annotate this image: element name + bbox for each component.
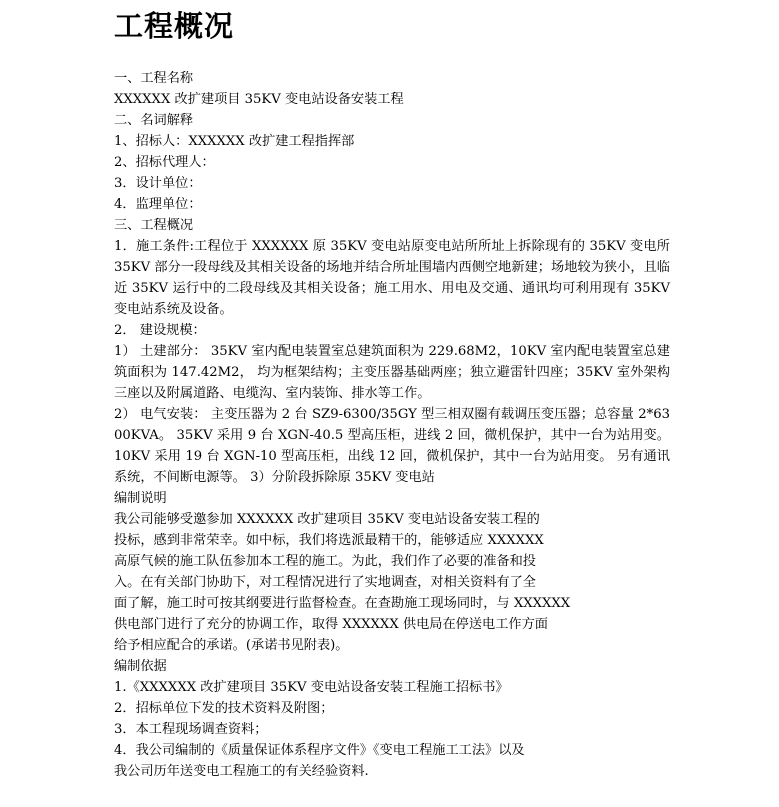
electrical-installation-paragraph: 2） 电气安装： 主变压器为 2 台 SZ9-6300/35GY 型三相双圈有载调压变压器；总容量 2*6300KVA。 35KV 采用 9 台 XGN-40.5 型高压柜，进线 2 回，微机保护，其中一台为站用变。 10KV 采用 19 台 XGN-10 型高压柜，出线 12 回，微机保护，其中一台为站用变。 另有通讯系统，不间断电源等。 3）分阶段拆除原 35KV 变电站 <box>114 407 670 485</box>
term-item: 3．设计单位： <box>114 176 202 191</box>
preparation-notes-line: 面了解，施工时可按其纲要进行监督检查。在查勘施工现场同时，与 XXXXXX <box>114 596 571 611</box>
section-heading-overview: 三、工程概况 <box>114 218 194 233</box>
preparation-notes-line: 投标，感到非常荣幸。如中标，我们将选派最精干的，能够适应 XXXXXX <box>114 533 544 548</box>
basis-item: 2．招标单位下发的技术资料及附图； <box>114 701 334 716</box>
basis-item: 3．本工程现场调查资料； <box>114 722 268 737</box>
preparation-notes-line: 我公司能够受邀参加 XXXXXX 改扩建项目 35KV 变电站设备安装工程的 <box>114 512 540 527</box>
construction-conditions-paragraph: 1．施工条件:工程位于 XXXXXX 原 35KV 变电站原变电站所所址上拆除现有的 35KV 变电所 35KV 部分一段母线及其相关设备的场地并结合所址围墙内西侧空地新建；场地较为狭小，且临近 35KV 运行中的二段母线及其相关设备；施工用水、用电及交通、通讯均可利用现有 35KV 变电站系统及设备。 <box>114 239 670 317</box>
page-title: 工程概况 <box>114 9 235 43</box>
project-name: XXXXXX 改扩建项目 35KV 变电站设备安装工程 <box>114 92 404 107</box>
preparation-notes-line: 入。在有关部门协助下，对工程情况进行了实地调查，对相关资料有了全 <box>114 575 536 590</box>
basis-item: 1.《XXXXXX 改扩建项目 35KV 变电站设备安装工程施工招标书》 <box>114 680 509 695</box>
preparation-notes-line: 给予相应配合的承诺。(承诺书见附表)。 <box>114 638 349 653</box>
basis-item: 我公司历年送变电工程施工的有关经验资料. <box>114 764 369 779</box>
section-heading-terms: 二、名词解释 <box>114 113 194 128</box>
term-item: 4．监理单位： <box>114 197 202 212</box>
construction-scale-heading: 2． 建设规模： <box>114 323 206 338</box>
basis-item: 4．我公司编制的《质量保证体系程序文件》《变电工程施工工法》以及 <box>114 743 525 758</box>
section-heading-project-name: 一、工程名称 <box>114 71 194 86</box>
preparation-notes-line: 供电部门进行了充分的协调工作，取得 XXXXXX 供电局在停送电工作方面 <box>114 617 548 632</box>
term-item: 2、招标代理人： <box>114 155 215 170</box>
preparation-notes-block <box>114 509 604 656</box>
document-body <box>114 6 670 782</box>
civil-works-paragraph: 1） 土建部分： 35KV 室内配电装置室总建筑面积为 229.68M2，10KV 室内配电装置室总建筑面积为 147.42M2， 均为框架结构；主变压器基础两座；独立避雷针四座；35KV 室外架构三座以及附属道路、电缆沟、室内装饰、排水等工作。 <box>114 344 670 401</box>
section-heading-preparation-notes: 编制说明 <box>114 491 167 506</box>
section-heading-basis: 编制依据 <box>114 659 167 674</box>
preparation-notes-line: 高原气候的施工队伍参加本工程的施工。为此，我们作了必要的准备和投 <box>114 554 536 569</box>
term-item: 1、招标人：XXXXXX 改扩建工程指挥部 <box>114 134 355 149</box>
